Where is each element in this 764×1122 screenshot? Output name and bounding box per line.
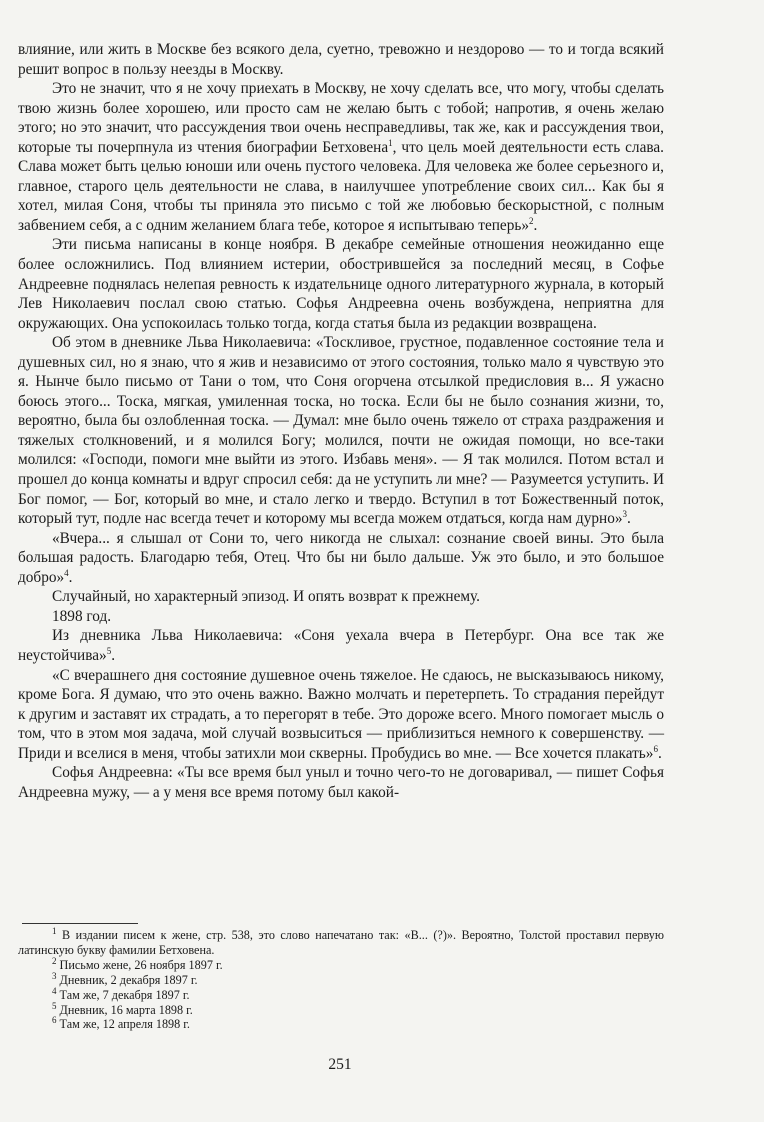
footnote-number: 2 bbox=[52, 955, 57, 966]
footnote bbox=[18, 985, 664, 1003]
footnote-number: 1 bbox=[52, 925, 57, 936]
paragraph: Это не значит, что я не хочу приехать в Москву, не хочу сделать все, что могу, чтобы сделать твою жизнь более хорошею, или просто сам не желаю быть с тобой; напротив, я очень желаю этого; но это значит, что рассуждения твои очень несправедливы, так же, как и рассуждения твои, которые ты почерпнула из чтения биографии Бетховена$^1$, что цель моей деятельности есть слава. Слава может быть целью юноши или очень пустого человека. Для человека же более серьезного и, главное, старого цель деятельности не слава, в наилучшее употребление своих сил... Как бы я хотел, милая Соня, чтобы ты приняла это письмо с той же любовью бескорыстной, с полным забвением себя, а с одним желанием блага тебе, которое я испытываю теперь»$^2$. bbox=[18, 80, 664, 234]
footnote-ref: 5 bbox=[106, 645, 112, 656]
footnote-text: В издании писем к жене, стр. 538, это слово напечатано так: «В... (?)». Вероятно, Толстой проставил первую латинскую букву фамилии Бетховена. bbox=[18, 928, 664, 957]
footnote-number: 5 bbox=[52, 1000, 57, 1011]
footnote-number: 6 bbox=[52, 1015, 57, 1026]
footnote-text: Дневник, 2 декабря 1897 г. bbox=[59, 972, 198, 987]
paragraph bbox=[18, 763, 664, 802]
footnote bbox=[18, 925, 664, 958]
paragraph-text: «Вчера... я слышал от Сони то, чего никогда не слыхал: сознание своей вины. Это была большая радость. Благодарю тебя, Отец. Что бы ни было дальше. Уж это было, и это большое добро» bbox=[18, 529, 664, 586]
paragraph-text: Эти письма написаны в конце ноября. В декабре семейные отношения неожиданно еще более осложнились. Под влиянием истерии, обострившейся за последний месяц, в Софье Андреевне поднялась нелепая ревность к издательнице одного литературного журнала, в который Лев Николаевич послал свою статью. Софья Андреевна очень возбуждена, неприятна для окружающих. Она успокоилась только тогда, когда статья была из редакции возвращена. bbox=[18, 236, 664, 332]
paragraph-text: , что цель моей деятельности есть слава. Слава может быть целью юноши или очень пустого человека. Для человека же более серьезного и, главное, старого цель деятельности не слава, в наилучшее употребление своих сил... Как бы я хотел, милая Соня, чтобы ты приняла это письмо с той же любовью бескорыстной, с полным забвением себя, а с одним желанием блага тебе, которое я испытываю теперь» bbox=[18, 138, 664, 234]
footnote-text: Там же, 7 декабря 1897 г. bbox=[59, 987, 190, 1002]
footnote bbox=[18, 970, 664, 988]
footnote-text: Дневник, 16 марта 1898 г. bbox=[59, 1002, 193, 1017]
paragraph-text: Об этом в дневнике Льва Николаевича: «Тоскливое, грустное, подавленное состояние тела и душевных сил, но я знаю, что я жив и независимо от этого состояния, только мало я чувствую это я. Нынче было письмо от Тани о том, что Соня огорчена отсылкой предисловия в... Я ужасно боюсь этого... Тоска, мягкая, умиленная тоска, но тоска. Если бы не было сознания жизни, то, вероятно, была бы озлобленная тоска. — Думал: мне было очень тяжело от страха раздражения и тяжелых столкновений, и я молился Богу; молился, почти не ожидая помощи, но все-таки молился: «Господи, помоги мне выйти из этого. Избавь меня». — Я так молился. Потом встал и прошел до конца комнаты и вдруг спросил себя: да не уступить ли мне? — Разумеется уступить. И Бог помог, — Бог, который во мне, и стало легко и твердо. Вступил в тот Божественный поток, который тут, подле нас всегда течет и которому мы всегда можем отдаться, когда нам дурно» bbox=[18, 334, 664, 528]
footnote-number: 3 bbox=[52, 970, 57, 981]
paragraph: «С вчерашнего дня состояние душевное очень тяжелое. Не сдаюсь, не высказываюсь никому, кроме Бога. Я думаю, что это очень важно. Важно молчать и перетерпеть. То страдания перейдут к другим и заставят их страдать, а то перегорят в тебе. Это дороже всего. Много помогает мысль о том, что в этом моя задача, мой случай возвыситься — приблизиться немного к совершенству. — Приди и вселися в меня, чтобы затихли мои скверны. Пробудись во мне. — Все хочется плакать»$^6$. bbox=[18, 666, 664, 762]
paragraph-text: влияние, или жить в Москве без всякого дела, суетно, тревожно и нездорово — то и тогда всякий решит вопрос в пользу неезды в Москву. bbox=[18, 41, 664, 78]
paragraph: «Вчера... я слышал от Сони то, чего никогда не слыхал: сознание своей вины. Это была большая радость. Благодарю тебя, Отец. Что бы ни было дальше. Уж это было, и это большое добро»$^4$. bbox=[18, 529, 664, 586]
paragraph-text: Случайный, но характерный эпизод. И опять возврат к прежнему. bbox=[52, 588, 480, 606]
page-number: 251 bbox=[328, 1056, 352, 1073]
paragraph-text: Из дневника Льва Николаевича: «Соня уехала вчера в Петербург. Она все так же неустойчива» bbox=[18, 627, 664, 664]
paragraph bbox=[18, 235, 664, 333]
footnote-ref: 6 bbox=[653, 743, 658, 754]
paragraph bbox=[18, 40, 664, 79]
main-text bbox=[18, 40, 664, 802]
footnotes bbox=[18, 925, 664, 1032]
footnote-ref: 2 bbox=[528, 215, 534, 226]
paragraph-text: «С вчерашнего дня состояние душевное очень тяжелое. Не сдаюсь, не высказываюсь никому, кроме Бога. Я думаю, что это очень важно. Важно молчать и перетерпеть. То страдания перейдут к другим и заставят их страдать, а то перегорят в тебе. Это дороже всего. Много помогает мысль о том, что в этом моя задача, мой случай возвыситься — приблизиться немного к совершенству. — Приди и вселися в меня, чтобы затихли мои скверны. Пробудись во мне. — Все хочется плакать» bbox=[18, 666, 664, 762]
footnote bbox=[18, 1000, 664, 1018]
footnote-text: Там же, 12 апреля 1898 г. bbox=[59, 1017, 190, 1032]
paragraph: Об этом в дневнике Льва Николаевича: «Тоскливое, грустное, подавленное состояние тела и душевных сил, но я знаю, что я жив и независимо от этого состояния, только мало я чувствую это я. Нынче было письмо от Тани о том, что Соня огорчена отсылкой предисловия в... Я ужасно боюсь этого... Тоска, мягкая, умиленная тоска, но тоска. Если бы не было сознания жизни, то, вероятно, была бы озлобленная тоска. — Думал: мне было очень тяжело от страха раздражения и тяжелых столкновений, и я молился Богу; молился, почти не ожидая помощи, но все-таки молился: «Господи, помоги мне выйти из этого. Избавь меня». — Я так молился. Потом встал и прошел до конца комнаты и вдруг спросил себя: да не уступить ли мне? — Разумеется уступить. И Бог помог, — Бог, который во мне, и стало легко и твердо. Вступил в тот Божественный поток, который тут, подле нас всегда течет и которому мы всегда можем отдаться, когда нам дурно»$^3$. bbox=[18, 334, 664, 528]
footnote bbox=[18, 1017, 664, 1032]
footnote-divider bbox=[22, 923, 138, 924]
footnote-ref: 1 bbox=[388, 137, 393, 148]
paragraph: Из дневника Льва Николаевича: «Соня уехала вчера в Петербург. Она все так же неустойчива»$^5$. bbox=[18, 627, 664, 664]
paragraph bbox=[18, 587, 664, 607]
footnote-text: Письмо жене, 26 ноября 1897 г. bbox=[59, 957, 223, 972]
paragraph bbox=[18, 607, 664, 627]
paragraph-text: Это не значит, что я не хочу приехать в Москву, не хочу сделать все, что могу, чтобы сделать твою жизнь более хорошею, или просто сам не желаю быть с тобой; напротив, я очень желаю этого; но это значит, что рассуждения твои очень несправедливы, так же, как и рассуждения твои, которые ты почерпнула из чтения биографии Бетховена bbox=[18, 80, 664, 156]
footnote-ref: 4 bbox=[64, 567, 69, 578]
paragraph-text: Софья Андреевна: «Ты все время был уныл и точно чего-то не договаривал, — пишет Софья Андреевна мужу, — а у меня все время потому был какой- bbox=[18, 764, 664, 801]
footnote-ref: 3 bbox=[622, 509, 627, 520]
footnote bbox=[18, 955, 664, 973]
footnote-number: 4 bbox=[52, 985, 57, 996]
paragraph-text: 1898 год. bbox=[52, 607, 112, 625]
